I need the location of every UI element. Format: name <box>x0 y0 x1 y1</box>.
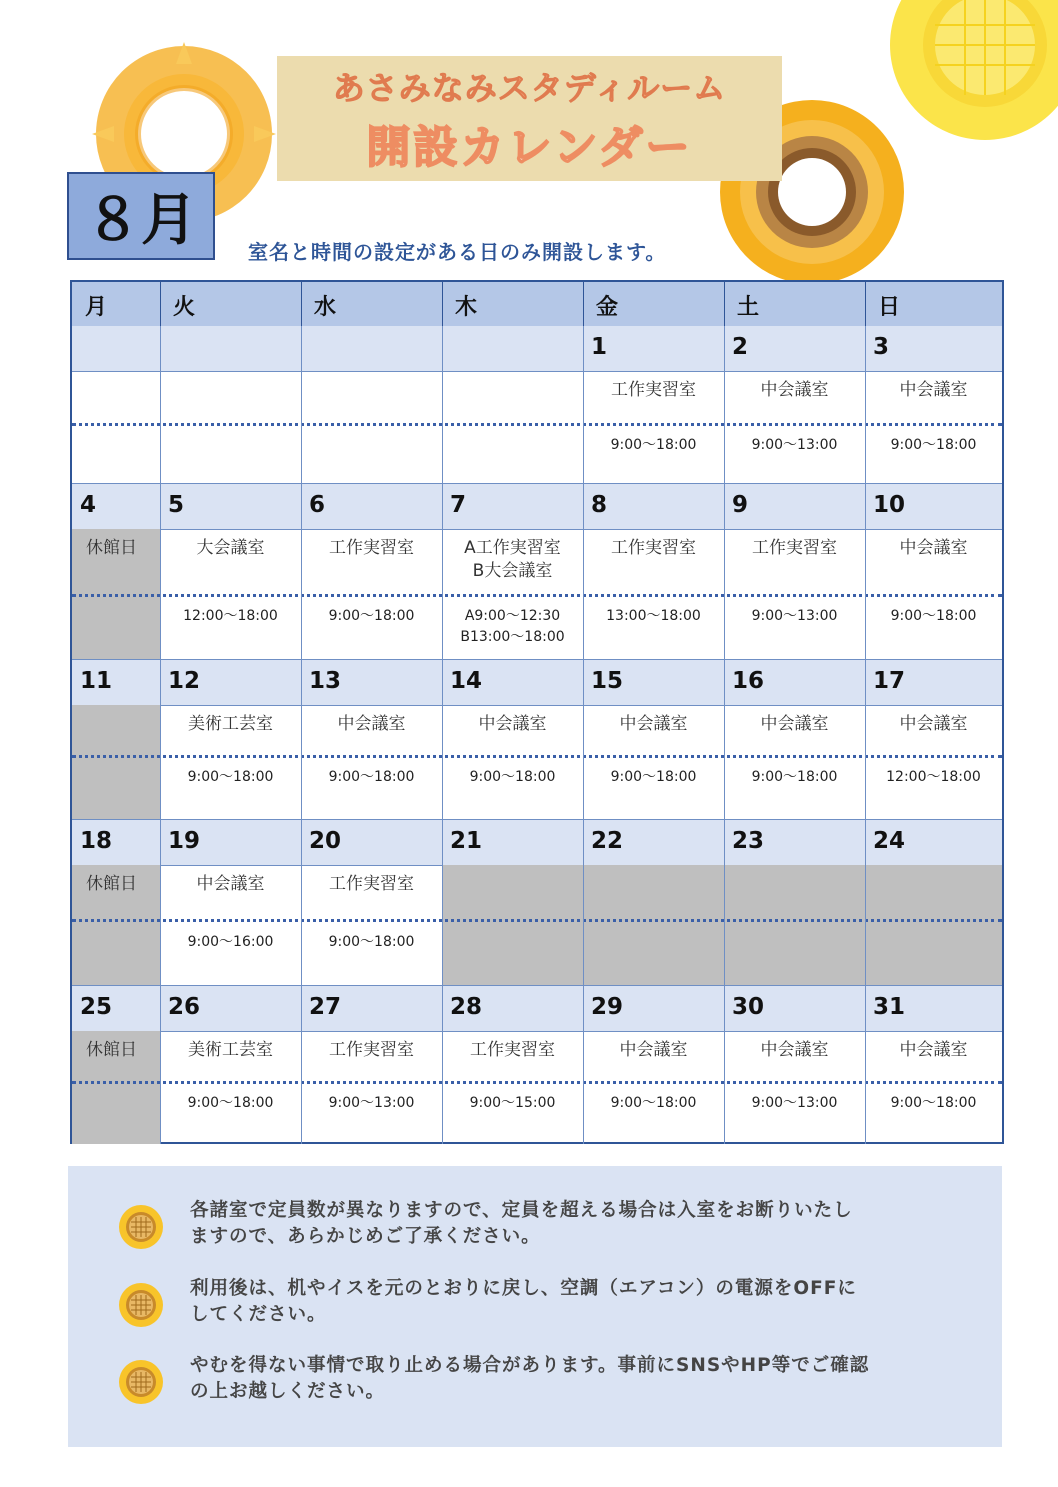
date-row <box>72 660 1002 706</box>
day-cell <box>724 371 865 484</box>
day-cell <box>442 1031 583 1144</box>
open-hours: 13:00～18:00 <box>606 608 701 624</box>
date-number: 1 <box>591 334 608 360</box>
note-line: 利用後は、机やイスを元のとおりに戻し、空調（エアコン）の電源をOFFに <box>190 1278 857 1299</box>
open-hours: 9:00～13:00 <box>751 608 838 624</box>
room-name: 休館日 <box>86 874 137 894</box>
date-number <box>301 326 442 371</box>
weekday-sat: 土 <box>737 295 760 320</box>
date-number: 28 <box>450 994 483 1020</box>
month-label: ８月 <box>67 172 215 260</box>
day-cell <box>583 865 724 986</box>
sunflower-topright-icon <box>890 0 1058 140</box>
room-name: 休館日 <box>86 538 137 558</box>
room-name: 中会議室 <box>619 714 688 734</box>
column-divider <box>160 326 161 484</box>
column-divider <box>583 484 584 660</box>
title-line2: 開設カレンダー <box>366 121 693 173</box>
date-number: 31 <box>873 994 906 1020</box>
date-number: 14 <box>450 668 483 694</box>
room-name: 大会議室 <box>196 538 265 558</box>
room-name: 工作実習室 <box>329 874 414 894</box>
weekday-thu: 木 <box>455 295 478 320</box>
open-hours: 9:00～18:00 <box>328 934 415 950</box>
weekday-sun: 日 <box>878 295 901 320</box>
weekday-tue: 火 <box>173 295 196 320</box>
room-name: 工作実習室 <box>329 1040 414 1060</box>
day-cell <box>301 1031 442 1144</box>
column-divider <box>160 820 161 986</box>
date-number: 5 <box>168 492 185 518</box>
day-cell <box>724 705 865 820</box>
notes-panel <box>68 1166 1002 1447</box>
title-banner <box>277 56 782 181</box>
date-row <box>72 484 1002 530</box>
room-name: 中会議室 <box>899 380 968 400</box>
day-cell <box>72 371 160 484</box>
room-name: 中会議室 <box>899 1040 968 1060</box>
day-cell <box>72 705 160 820</box>
column-divider <box>442 660 443 820</box>
column-divider <box>724 484 725 660</box>
date-number: 30 <box>732 994 765 1020</box>
date-number: 25 <box>80 994 113 1020</box>
column-divider <box>301 326 302 484</box>
date-number: 17 <box>873 668 906 694</box>
date-row <box>72 820 1002 866</box>
day-cell <box>301 371 442 484</box>
date-number: 27 <box>309 994 342 1020</box>
column-divider <box>583 326 584 484</box>
room-name: 中会議室 <box>196 874 265 894</box>
date-number: 7 <box>450 492 467 518</box>
column-divider <box>442 326 443 484</box>
date-number: 26 <box>168 994 201 1020</box>
column-divider <box>724 326 725 484</box>
date-number: 23 <box>732 828 765 854</box>
column-divider <box>301 820 302 986</box>
date-row <box>72 326 1002 372</box>
dotted-separator <box>72 919 1002 922</box>
column-divider <box>442 282 443 326</box>
room-name: 中会議室 <box>899 538 968 558</box>
dotted-separator <box>72 755 1002 758</box>
column-divider <box>724 660 725 820</box>
column-divider <box>865 484 866 660</box>
weekday-wed: 水 <box>314 295 337 320</box>
weekday-fri: 金 <box>596 295 619 320</box>
calendar-grid <box>70 280 1004 1144</box>
date-number: 13 <box>309 668 342 694</box>
room-name: 中会議室 <box>760 380 829 400</box>
date-number: 4 <box>80 492 97 518</box>
day-cell <box>724 1031 865 1144</box>
column-divider <box>442 986 443 1144</box>
day-cell <box>583 705 724 820</box>
open-hours: 9:00～13:00 <box>751 1095 838 1111</box>
column-divider <box>865 986 866 1144</box>
column-divider <box>583 820 584 986</box>
column-divider <box>583 660 584 820</box>
date-number: 15 <box>591 668 624 694</box>
note-text <box>190 1276 950 1328</box>
date-number <box>72 326 160 371</box>
date-number: 10 <box>873 492 906 518</box>
date-number: 2 <box>732 334 749 360</box>
room-name: 中会議室 <box>760 714 829 734</box>
room-name: 中会議室 <box>478 714 547 734</box>
column-divider <box>301 986 302 1144</box>
date-number: 3 <box>873 334 890 360</box>
room-name: 工作実習室 <box>611 538 696 558</box>
day-cell <box>72 865 160 986</box>
date-number: 20 <box>309 828 342 854</box>
date-number: 16 <box>732 668 765 694</box>
day-cell <box>865 371 1002 484</box>
date-number: 19 <box>168 828 201 854</box>
date-number: 24 <box>873 828 906 854</box>
day-cell <box>442 705 583 820</box>
room-name: 休館日 <box>86 1040 137 1060</box>
dotted-separator <box>72 423 1002 426</box>
day-cell <box>160 705 301 820</box>
day-cell <box>583 1031 724 1144</box>
day-cell <box>583 371 724 484</box>
open-hours: 9:00～18:00 <box>187 769 274 785</box>
day-cell <box>160 1031 301 1144</box>
room-name: 中会議室 <box>337 714 406 734</box>
day-cell <box>160 865 301 986</box>
open-hours: 9:00～18:00 <box>751 769 838 785</box>
dotted-separator <box>72 1081 1002 1084</box>
column-divider <box>160 282 161 326</box>
open-hours: 9:00～16:00 <box>187 934 274 950</box>
day-cell <box>724 865 865 986</box>
column-divider <box>724 986 725 1144</box>
day-cell <box>442 865 583 986</box>
day-cell <box>301 705 442 820</box>
open-hours: 9:00～18:00 <box>890 608 977 624</box>
sunflower-bullet-icon <box>118 1282 164 1328</box>
day-cell <box>865 705 1002 820</box>
date-number: 8 <box>591 492 608 518</box>
day-cell <box>72 1031 160 1144</box>
column-divider <box>865 660 866 820</box>
column-divider <box>160 484 161 660</box>
note-line: の上お越しください。 <box>190 1381 386 1402</box>
open-hours: 9:00～18:00 <box>610 437 697 453</box>
date-number: 18 <box>80 828 113 854</box>
column-divider <box>865 282 866 326</box>
note-text <box>190 1353 950 1405</box>
date-number: 6 <box>309 492 326 518</box>
note-line: ますので、あらかじめご了承ください。 <box>190 1226 541 1247</box>
note-text <box>190 1198 950 1250</box>
date-number: 29 <box>591 994 624 1020</box>
date-number: 11 <box>80 668 113 694</box>
title-line1: あさみなみスタディルーム <box>332 68 727 107</box>
column-divider <box>160 660 161 820</box>
open-hours: 9:00～18:00 <box>469 769 556 785</box>
open-hours: 9:00～15:00 <box>469 1095 556 1111</box>
date-number: 9 <box>732 492 749 518</box>
open-hours: 12:00～18:00 <box>183 608 278 624</box>
column-divider <box>301 282 302 326</box>
column-divider <box>724 282 725 326</box>
date-number: 12 <box>168 668 201 694</box>
column-divider <box>442 484 443 660</box>
dotted-separator <box>72 594 1002 597</box>
room-name: 工作実習室 <box>329 538 414 558</box>
column-divider <box>160 986 161 1144</box>
sunflower-bullet-icon <box>118 1359 164 1405</box>
date-row <box>72 986 1002 1032</box>
room-name: 中会議室 <box>619 1040 688 1060</box>
date-number: 22 <box>591 828 624 854</box>
calendar-week <box>72 484 1002 660</box>
calendar-week <box>72 660 1002 820</box>
open-hours: 9:00～13:00 <box>328 1095 415 1111</box>
column-divider <box>865 326 866 484</box>
day-cell <box>865 1031 1002 1144</box>
room-name: 工作実習室 <box>752 538 837 558</box>
open-hours: 12:00～18:00 <box>886 769 981 785</box>
weekday-mon: 月 <box>85 295 108 320</box>
room-name: 工作実習室 <box>470 1040 555 1060</box>
open-hours: 9:00～18:00 <box>187 1095 274 1111</box>
column-divider <box>583 986 584 1144</box>
column-divider <box>442 820 443 986</box>
day-cell <box>160 371 301 484</box>
note-line: 各諸室で定員数が異なりますので、定員を超える場合は入室をお断りいたし <box>190 1200 853 1221</box>
room-name: 美術工芸室 <box>188 714 273 734</box>
room-name: 中会議室 <box>760 1040 829 1060</box>
calendar-week <box>72 326 1002 484</box>
room-name: 工作実習室 <box>611 380 696 400</box>
date-number <box>442 326 583 371</box>
column-divider <box>583 282 584 326</box>
room-name: 美術工芸室 <box>188 1040 273 1060</box>
subtitle: 室名と時間の設定がある日のみ開設します。 <box>248 240 667 264</box>
open-hours: 9:00～18:00 <box>328 769 415 785</box>
open-hours: 9:00～18:00 <box>890 437 977 453</box>
weekday-header <box>72 282 1002 328</box>
column-divider <box>724 820 725 986</box>
note-line: やむを得ない事情で取り止める場合があります。事前にSNSやHP等でご確認 <box>190 1355 870 1376</box>
open-hours: 9:00～18:00 <box>610 1095 697 1111</box>
room-name: A工作実習室 B大会議室 <box>464 538 561 581</box>
column-divider <box>865 820 866 986</box>
date-number <box>160 326 301 371</box>
open-hours: A9:00～12:30 B13:00～18:00 <box>460 608 565 645</box>
sunflower-bullet-icon <box>118 1204 164 1250</box>
open-hours: 9:00～18:00 <box>610 769 697 785</box>
calendar-week <box>72 986 1002 1144</box>
day-cell <box>442 371 583 484</box>
room-name: 中会議室 <box>899 714 968 734</box>
day-cell <box>301 865 442 986</box>
open-hours: 9:00～13:00 <box>751 437 838 453</box>
open-hours: 9:00～18:00 <box>328 608 415 624</box>
day-cell <box>865 865 1002 986</box>
date-number: 21 <box>450 828 483 854</box>
calendar-week <box>72 820 1002 986</box>
open-hours: 9:00～18:00 <box>890 1095 977 1111</box>
column-divider <box>301 660 302 820</box>
note-line: してください。 <box>190 1304 327 1325</box>
column-divider <box>301 484 302 660</box>
